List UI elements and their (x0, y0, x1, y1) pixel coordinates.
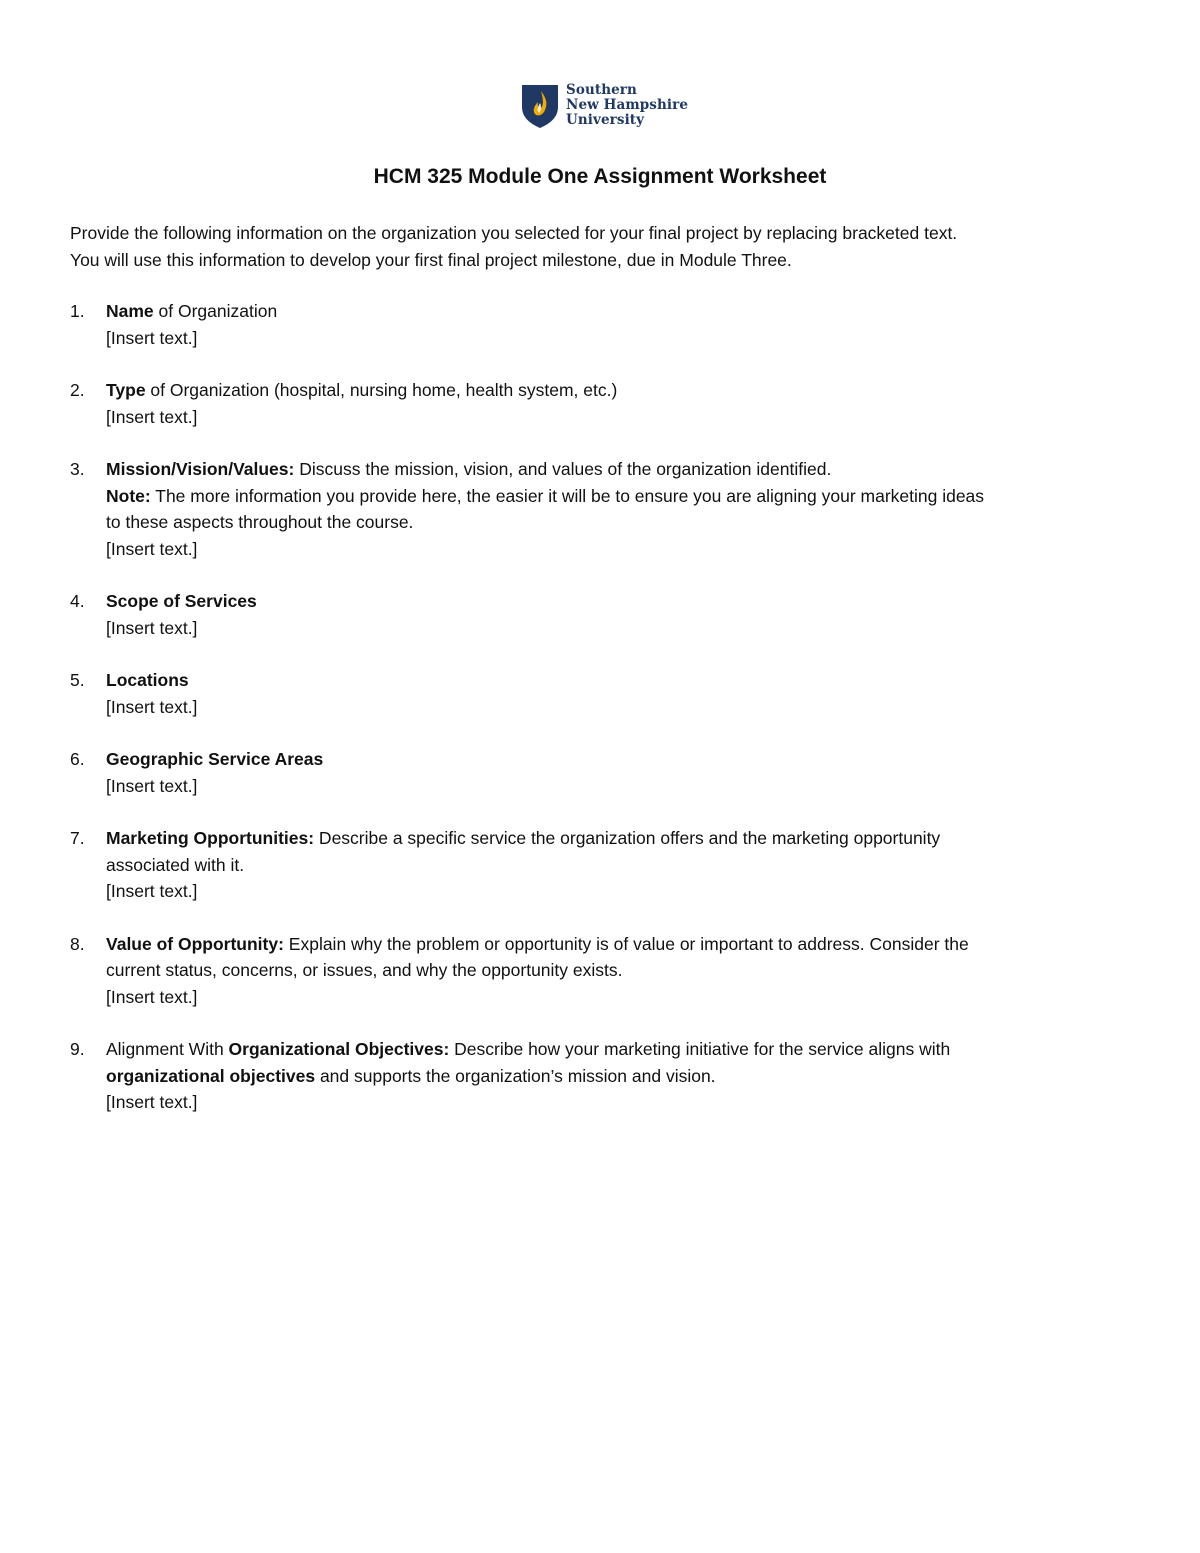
note-text: The more information you provide here, the easier it will be to ensure you are aligning your marketing ideas (150, 485, 985, 506)
item-description: Discuss the mission, vision, and values of the organization identified. (294, 459, 832, 479)
insert-text-placeholder[interactable]: [Insert text.] (106, 617, 198, 638)
list-item-scope (70, 588, 1130, 641)
item-number: 1. (70, 301, 85, 321)
item-number: 3. (70, 459, 85, 479)
item-heading: Type (106, 380, 146, 400)
insert-text-placeholder[interactable]: [Insert text.] (106, 775, 198, 796)
item-description: of Organization (hospital, nursing home, health system, etc.) (145, 380, 618, 400)
list-item-locations (70, 667, 1130, 720)
logo-line-2: New Hampshire (566, 97, 689, 113)
item-heading: Geographic Service Areas (106, 749, 324, 769)
logo-wordmark (566, 83, 688, 128)
insert-text-placeholder[interactable]: [Insert text.] (106, 696, 198, 717)
item-description-line-2: current status, concerns, or issues, and why the opportunity exists. (106, 960, 623, 980)
item-description: Describe how your marketing initiative for the service aligns with (449, 1039, 951, 1059)
item-number: 7. (70, 828, 85, 848)
note-text-line-2: to these aspects throughout the course. (106, 512, 414, 532)
item-heading: Value of Opportunity: (106, 933, 284, 954)
item-number: 8. (70, 933, 85, 954)
list-item-alignment (70, 1036, 1130, 1116)
item-number: 2. (70, 380, 85, 400)
insert-text-placeholder[interactable]: [Insert text.] (106, 406, 198, 427)
list-item-marketing (70, 825, 1130, 905)
worksheet-list (70, 298, 1130, 1142)
shield-flame-icon (520, 83, 560, 129)
item-description-line-2: associated with it. (106, 854, 245, 875)
logo-line-3: University (566, 112, 645, 128)
list-item-mission (70, 456, 1130, 562)
university-logo (520, 83, 690, 131)
item-number: 4. (70, 591, 85, 611)
list-item-geographic (70, 746, 1130, 799)
item-prefix: Alignment With (106, 1039, 229, 1059)
list-item-name (70, 298, 1130, 351)
list-item-type (70, 377, 1130, 430)
logo-line-1: Southern (566, 82, 637, 98)
item-number: 9. (70, 1039, 85, 1059)
insert-text-placeholder[interactable]: [Insert text.] (106, 881, 198, 901)
item-description: Describe a specific service the organization offers and the marketing opportunity (314, 828, 941, 848)
item-description-line-2: and supports the organization’s mission and vision. (315, 1065, 716, 1086)
item-heading: Marketing Opportunities: (106, 828, 315, 848)
item-description: Explain why the problem or opportunity is of value or important to address. Consider the (283, 933, 969, 954)
item-heading: Locations (106, 670, 189, 690)
intro-line-1: Provide the following information on the organization you selected for your final project by replacing bracketed text. (70, 223, 958, 243)
list-item-value (70, 931, 1130, 1011)
item-description: of Organization (153, 301, 278, 321)
insert-text-placeholder[interactable]: [Insert text.] (106, 986, 198, 1007)
intro-paragraph (70, 220, 1130, 274)
insert-text-placeholder[interactable]: [Insert text.] (106, 538, 198, 559)
item-heading: Mission/Vision/Values: (106, 459, 295, 479)
intro-line-2: You will use this information to develop your first final project milestone, due in Module Three. (70, 250, 792, 270)
item-emphasis: organizational objectives (106, 1065, 316, 1086)
insert-text-placeholder[interactable]: [Insert text.] (106, 1092, 198, 1112)
note-label: Note: (106, 485, 151, 506)
item-number: 5. (70, 670, 85, 690)
insert-text-placeholder[interactable]: [Insert text.] (106, 327, 198, 348)
item-heading: Name (106, 301, 154, 321)
page-title: HCM 325 Module One Assignment Worksheet (373, 165, 827, 188)
item-number: 6. (70, 749, 85, 769)
item-heading: Organizational Objectives: (228, 1039, 450, 1059)
item-heading: Scope of Services (106, 591, 257, 611)
